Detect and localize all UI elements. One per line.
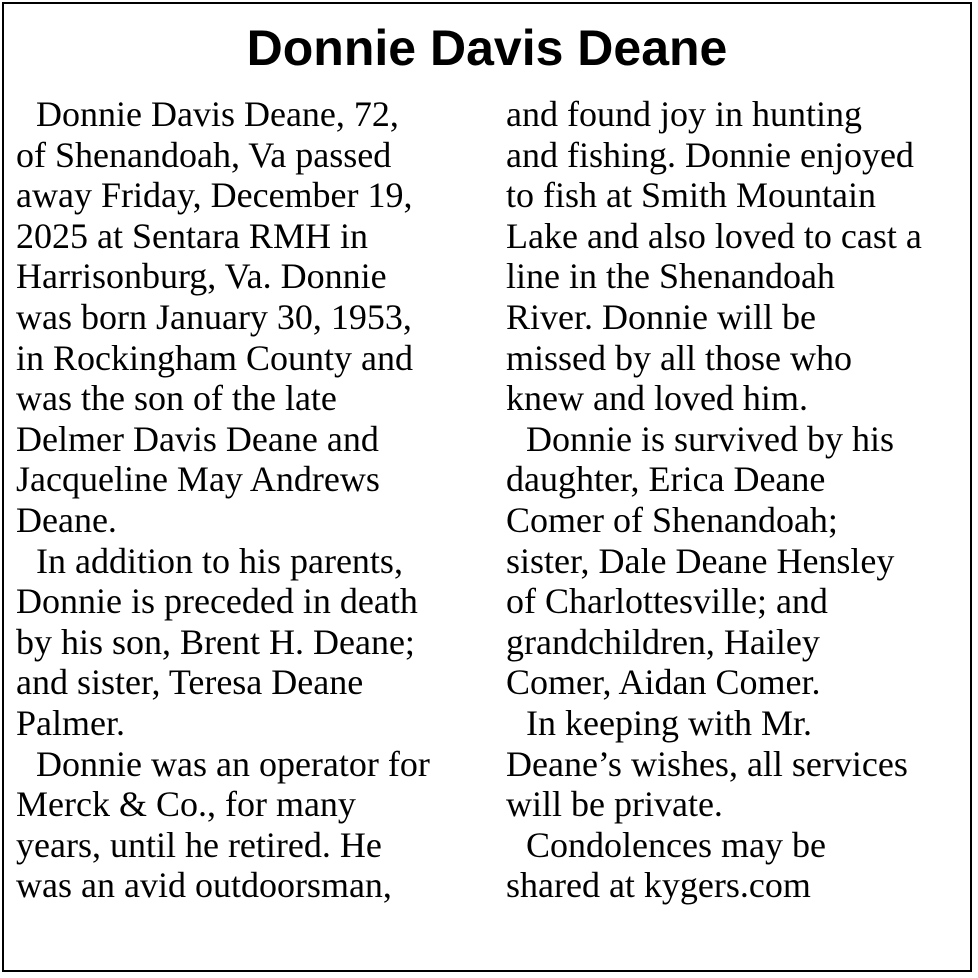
text-line: was born January 30, 1953,: [16, 296, 412, 337]
text-line: by his son, Brent H. Deane;: [16, 621, 415, 662]
text-line: to fish at Smith Mountain: [506, 175, 877, 216]
text-line: Deane’s wishes, all services: [506, 743, 908, 784]
text-line: Delmer Davis Deane and: [16, 418, 379, 459]
text-line: and found joy in hunting: [506, 94, 862, 134]
text-line: grandchildren, Hailey: [506, 621, 820, 662]
right-text-column: [506, 94, 966, 906]
text-line: was the son of the late: [16, 378, 337, 419]
text-line: daughter, Erica Deane: [506, 459, 826, 500]
text-line: line in the Shenandoah: [506, 256, 835, 297]
text-line: Comer of Shenandoah;: [506, 499, 838, 540]
text-line: Lake and also loved to cast a: [506, 215, 922, 256]
text-line: of Shenandoah, Va passed: [16, 134, 392, 175]
text-line: sister, Dale Deane Hensley: [506, 540, 895, 581]
text-line: knew and loved him.: [506, 378, 808, 419]
text-line: Jacqueline May Andrews: [16, 459, 380, 500]
text-line: will be private.: [506, 784, 723, 825]
text-line: in Rockingham County and: [16, 337, 413, 378]
text-line: shared at kygers.com: [506, 865, 811, 906]
text-line: In keeping with Mr.: [526, 702, 812, 743]
text-line: Condolences may be: [526, 824, 826, 865]
text-line: was an avid outdoorsman,: [16, 865, 392, 906]
text-line: Donnie is preceded in death: [16, 581, 418, 622]
text-line: of Charlottesville; and: [506, 581, 828, 622]
text-line: Comer, Aidan Comer.: [506, 662, 821, 703]
text-line: 2025 at Sentara RMH in: [16, 215, 368, 256]
text-line: Donnie was an operator for: [36, 743, 430, 784]
obituary-title: Donnie Davis Deane: [246, 20, 728, 76]
text-line: Harrisonburg, Va. Donnie: [16, 256, 387, 297]
text-line: In addition to his parents,: [36, 540, 403, 581]
text-line: Donnie is survived by his: [526, 418, 894, 459]
text-line: Palmer.: [16, 702, 125, 743]
text-line: Merck & Co., for many: [16, 784, 356, 825]
text-line: away Friday, December 19,: [16, 175, 413, 216]
text-line: River. Donnie will be: [506, 296, 816, 337]
text-line: Donnie Davis Deane, 72,: [36, 94, 399, 134]
left-text-column: [16, 94, 486, 906]
text-line: and fishing. Donnie enjoyed: [506, 134, 914, 175]
text-line: and sister, Teresa Deane: [16, 662, 364, 703]
text-line: Deane.: [16, 499, 117, 540]
text-line: missed by all those who: [506, 337, 852, 378]
text-line: years, until he retired. He: [16, 824, 382, 865]
